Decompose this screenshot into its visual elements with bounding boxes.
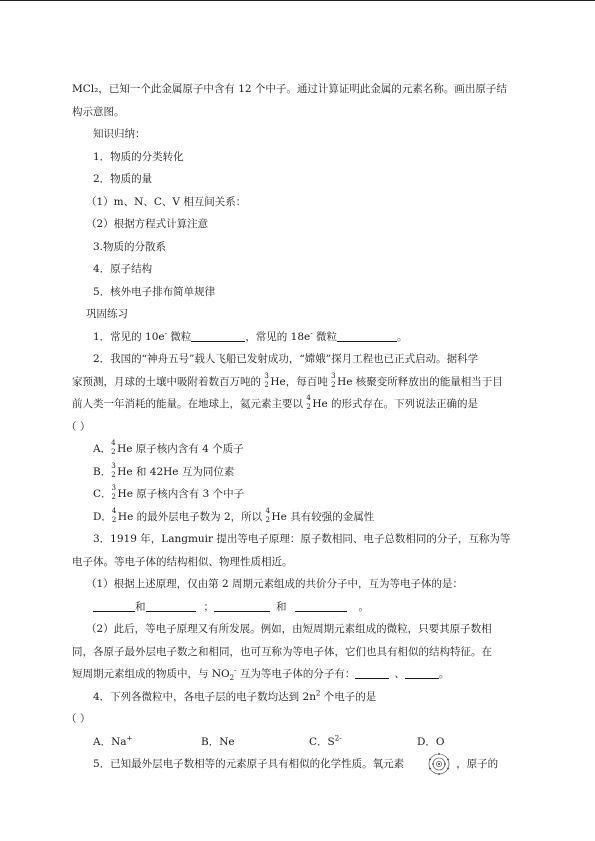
text: 知识归纳： <box>93 128 146 140</box>
text: 微粒 <box>312 330 337 343</box>
text: He 的形式存在。下列说法正确的是 <box>312 398 479 410</box>
text: ，原子的 <box>456 758 499 770</box>
text: （1）m、N、C、V 相互间关系： <box>86 195 247 208</box>
text: MCl₂，已知一个此金属原子中含有 12 个中子。通过计算证明此金属的元素名称。画出原子结 <box>72 83 507 95</box>
text: 。 <box>358 600 369 613</box>
question-4 <box>72 686 534 709</box>
superscript: - <box>310 329 313 337</box>
text-line <box>72 551 534 574</box>
answer-blank[interactable] <box>355 665 389 679</box>
text: 5．已知最外层电子数相等的元素原子具有相似的化学性质。氧元素 <box>93 758 405 770</box>
atomic-number: 2 <box>265 515 270 524</box>
atomic-number: 2 <box>306 403 311 411</box>
text-line <box>72 101 534 124</box>
isotope-he4 <box>306 394 312 411</box>
text: 3.物质的分散系 <box>93 240 167 253</box>
superscript: 2- <box>334 734 342 742</box>
mass-number: 4 <box>111 439 116 447</box>
isotope-he4 <box>111 439 117 456</box>
option-a[interactable] <box>72 438 534 461</box>
header-rule <box>0 0 595 1</box>
text: 1．物质的分类转化 <box>93 150 184 163</box>
text: D． <box>93 510 112 523</box>
text: He 具有较强的金属性 <box>271 510 375 523</box>
text: 和 <box>135 600 146 613</box>
isotope-he3 <box>111 484 118 501</box>
text: （1）根据上述原理，仅由第 2 周期元素组成的共价分子中，互为等电子体的是： <box>86 578 464 590</box>
text: 、 <box>394 668 405 680</box>
answer-blank[interactable] <box>337 328 397 342</box>
text: 前人类一年消耗的能量。在地球上，氦元素主要以 <box>72 398 307 410</box>
section-title-knowledge <box>72 123 534 146</box>
isotope-he3 <box>264 371 270 389</box>
document-page <box>66 78 534 776</box>
text: He 核聚变所释放出的能量相当于目 <box>337 375 503 388</box>
answer-blank[interactable] <box>405 665 439 679</box>
superscript: + <box>126 734 133 742</box>
text: ； <box>203 600 214 613</box>
superscript: 2 <box>315 689 321 697</box>
question-1 <box>72 326 534 349</box>
superscript: - <box>164 329 167 337</box>
text: 和 <box>276 600 287 613</box>
text-line <box>72 371 534 394</box>
question-5 <box>72 753 534 776</box>
text: 电子体。等电子体的结构相似、物理性质相近。 <box>72 555 293 568</box>
isotope-he3 <box>111 461 117 479</box>
atomic-number: 2 <box>111 448 116 456</box>
text: 同，各原子最外层电子数之和相同，也可互称为等电子体，它们也具有相似的结构特征。在 <box>72 645 492 658</box>
question-3 <box>72 528 534 551</box>
mass-number: 3 <box>331 371 336 380</box>
isotope-he3 <box>331 371 337 389</box>
text: B． <box>93 465 112 478</box>
option-b[interactable] <box>201 731 309 754</box>
text: 短周期元素组成的物质中，与 NO <box>72 668 230 680</box>
list-item <box>72 236 534 259</box>
text-line <box>72 663 534 686</box>
text: D．O <box>417 735 445 748</box>
text: （ ） <box>66 713 91 725</box>
list-item <box>72 168 534 191</box>
atomic-number: 2 <box>111 515 117 524</box>
option-b[interactable] <box>72 461 534 484</box>
list-item <box>72 191 534 214</box>
mass-number: 4 <box>265 506 270 515</box>
answer-blank[interactable] <box>191 328 245 342</box>
mass-number: 3 <box>111 461 116 470</box>
option-a[interactable] <box>93 731 201 754</box>
list-item <box>72 213 534 236</box>
text: 个电子的是 <box>320 690 377 703</box>
question-3-part-2 <box>72 618 534 641</box>
text: C．S <box>309 735 335 748</box>
text: 家预测，月球的土壤中吸附着数百万吨的 <box>72 375 265 388</box>
text: 微粒 <box>166 330 192 343</box>
text: （2）根据方程式计算注意 <box>86 218 209 230</box>
mass-number: 4 <box>306 394 311 402</box>
text: 3．1919 年，Langmuir 提出等电子原理：原子数相同、电子总数相同的分子，互称为等 <box>93 533 511 545</box>
option-c[interactable] <box>309 731 417 754</box>
text: 1．常见的 10e <box>93 330 165 343</box>
mass-number: 3 <box>111 484 117 492</box>
text: He 和 42He 互为同位素 <box>117 465 235 478</box>
text: He 原子核内含有 4 个质子 <box>117 443 244 455</box>
atomic-number: 2 <box>264 380 269 389</box>
isotope-he4 <box>111 506 118 524</box>
text: He 的最外层电子数为 2，所以 <box>117 510 266 523</box>
option-d[interactable] <box>417 731 525 754</box>
superscript: - <box>234 666 237 675</box>
text: 4．原子结构 <box>93 263 153 275</box>
text-line <box>72 641 534 664</box>
option-d[interactable] <box>72 506 534 529</box>
text: 互为等电子体的分子有： <box>236 668 356 680</box>
answer-paren <box>66 708 534 731</box>
list-item <box>72 146 534 169</box>
atomic-number: 2 <box>331 380 336 389</box>
answer-blank[interactable] <box>93 598 135 612</box>
text-line <box>72 393 534 416</box>
text: He 原子核内含有 3 个中子 <box>117 488 245 500</box>
text: ，常见的 18e <box>245 330 311 343</box>
atom-structure-icon <box>424 753 454 775</box>
text-line <box>72 78 534 101</box>
mass-number: 3 <box>264 371 269 380</box>
text: 。 <box>438 668 450 680</box>
answer-blank[interactable] <box>146 598 196 612</box>
list-item <box>72 258 534 281</box>
answer-line <box>72 596 534 619</box>
section-title-practice <box>72 303 534 326</box>
answer-blank[interactable] <box>295 598 347 612</box>
text: B．Ne <box>201 735 235 748</box>
text: 构示意图。 <box>72 105 125 118</box>
text: A． <box>93 443 112 455</box>
option-c[interactable] <box>72 483 534 506</box>
text: C． <box>93 488 112 500</box>
text: 2．我国的“神舟五号”载人飞船已发射成功，“嫦娥”探月工程也已正式启动。据科学 <box>93 353 479 365</box>
options-row <box>72 731 534 754</box>
question-3-part-1 <box>72 573 534 596</box>
text: 2．物质的量 <box>93 173 153 185</box>
text: He，每百吨 <box>270 375 332 388</box>
text: （ ） <box>66 420 91 433</box>
text: 5．核外电子排布简单规律 <box>93 285 216 298</box>
list-item <box>72 281 534 304</box>
text: A．Na <box>93 735 127 748</box>
answer-paren <box>66 416 534 439</box>
text: 巩固练习 <box>86 308 128 320</box>
text: 4．下列各微粒中，各电子层的电子数均达到 2n <box>93 690 316 703</box>
mass-number: 4 <box>111 506 117 515</box>
question-2 <box>72 348 534 371</box>
atomic-number: 2 <box>111 470 116 479</box>
answer-blank[interactable] <box>214 598 270 612</box>
text: 。 <box>396 330 408 343</box>
isotope-he4 <box>265 506 272 524</box>
subscript: 2 <box>229 674 235 683</box>
atomic-number: 2 <box>111 493 117 501</box>
text: （2）此后，等电子原理又有所发展。例如，由短周期元素组成的微粒，只要其原子数相 <box>86 623 492 635</box>
